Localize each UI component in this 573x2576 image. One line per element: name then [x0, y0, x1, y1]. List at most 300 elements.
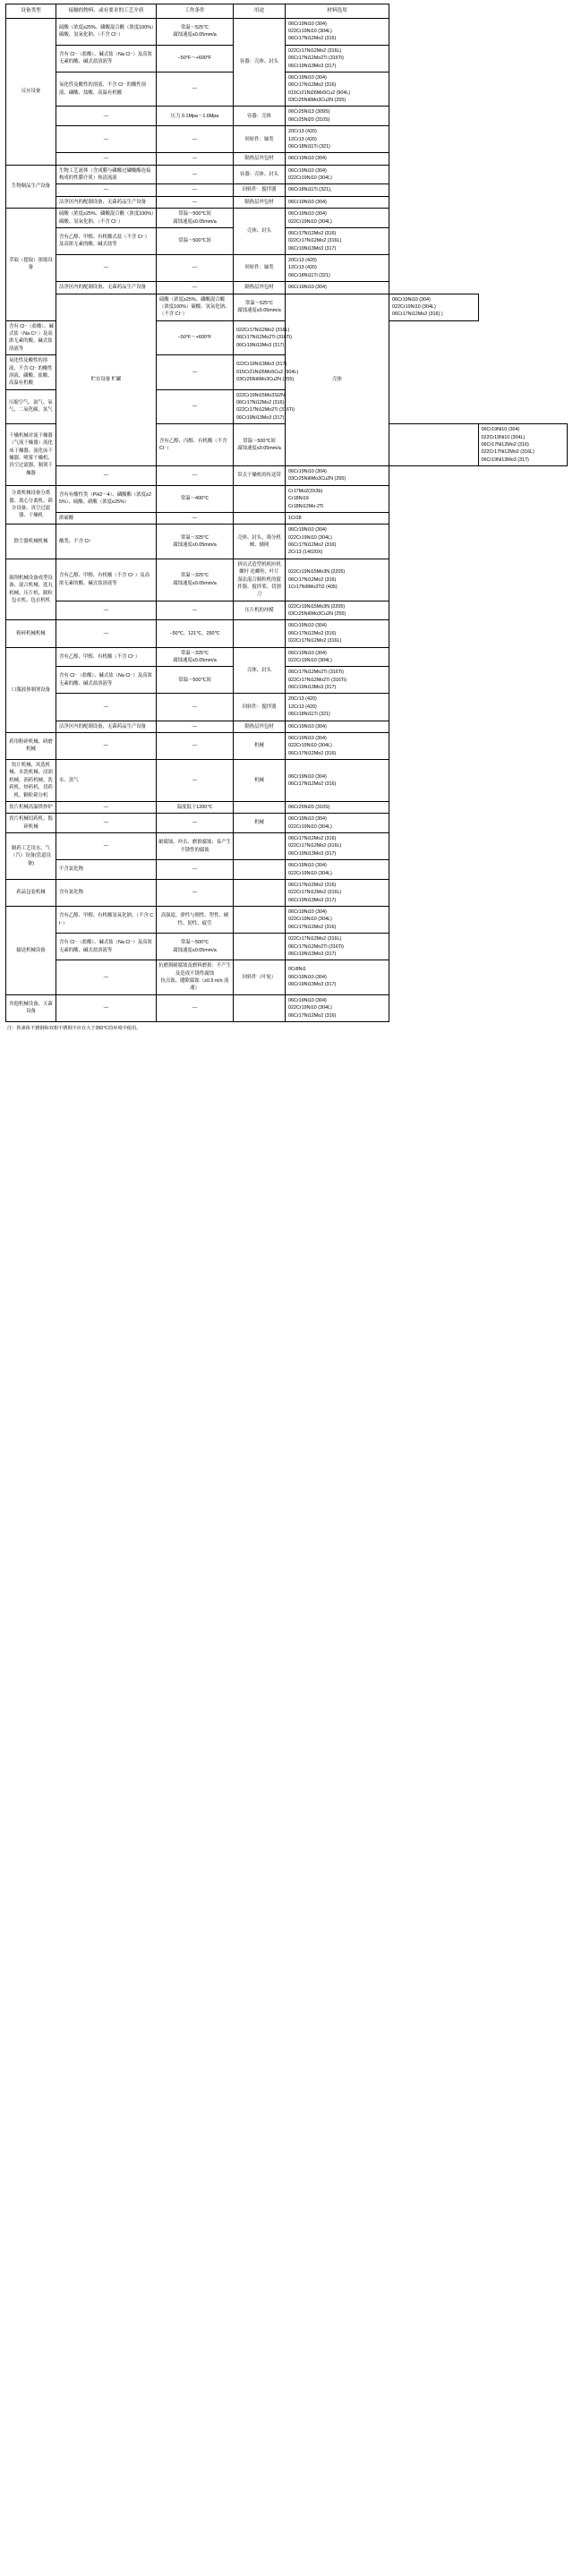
material-item: 022Cr17Ni12Mo2 (316L) — [288, 238, 342, 244]
equipment-type-cell: 除尘器机械机械 — [6, 525, 56, 559]
media-cell: 硫酸（浓度≥25%、磷酸混合酸（浓度100%）碳酸、氢氧化钠、（不含 Cl⁻） — [157, 294, 234, 320]
material-cell — [286, 760, 389, 802]
condition-cell: — — [157, 126, 234, 153]
material-cell — [286, 667, 389, 694]
material-item: 022Cr17Ni12Mo2 (316L) — [288, 890, 342, 896]
material-cell — [286, 620, 389, 647]
material-cell — [286, 18, 389, 45]
table-row — [6, 559, 568, 601]
material-item: 03Cr25Ni6Mo3Cu2N (255) — [288, 476, 346, 482]
material-item: 06Cr18Ni11Ti (321)， — [288, 187, 336, 193]
material-cell — [286, 227, 389, 254]
table-note: 注：铁素体不锈钢和双相不锈钢不应在大于350℃的环境中使用。 — [7, 1025, 141, 1031]
media-cell: 氧化性及酸性的溶液、不含 Cl⁻ 的酸性溶液、磷酸、盐酸、高温有机酸 — [6, 355, 56, 390]
material-item: 022Cr19Ni10 (304L) — [288, 823, 332, 830]
material-item: 06Cr19Ni10 (304) — [288, 211, 327, 218]
usage-cell: 壳体、封头 — [234, 209, 286, 255]
media-cell: 水、蒸气 — [56, 760, 157, 802]
material-item: 06Cr17Ni12Mo2 (316) — [288, 230, 337, 236]
material-item: 022Cr19Ni15Mo3Si2N — [236, 392, 285, 398]
material-item: 06Cr19Ni10 (304) — [288, 909, 327, 916]
material-item: 06Cr19Ni13Mo3 (317) — [288, 951, 337, 957]
table-row — [6, 485, 568, 512]
material-cell — [286, 694, 389, 721]
material-cell — [286, 209, 389, 228]
usage-cell: 容器：壳体 — [234, 107, 286, 126]
material-item: Cr17Mo2(3X3b) — [288, 488, 323, 494]
usage-cell — [234, 994, 286, 1021]
condition-cell: 常温～500℃ 腐蚀速度≤0.05mm/a — [157, 934, 234, 960]
condition-cell: — — [157, 72, 234, 107]
table-row — [6, 18, 568, 45]
material-cell — [286, 860, 389, 880]
material-item: 06Cr19Ni10 (304) — [288, 21, 327, 27]
material-item: 06Cr19Ni13Mo3 (317) — [236, 414, 285, 421]
material-item: Cr18Ni12Mo-2Ti — [288, 503, 324, 509]
media-cell: — — [56, 814, 157, 833]
material-item: 06Cr19Ni10 (304) — [288, 156, 327, 162]
media-cell: 含有 Cl⁻（盐酸）、碱式盐（Na Cl⁻）及高浓无素的酸、碱式盐溶液等 — [6, 320, 56, 355]
material-item: 06Cr25Ni20 (310S) — [288, 116, 330, 123]
material-cell — [234, 355, 299, 390]
usage-cell — [234, 485, 286, 512]
material-item: 20Cr13 (420) — [288, 696, 317, 703]
condition-cell: 常温～500℃间 — [157, 667, 234, 694]
condition-cell: — — [157, 601, 234, 620]
condition-cell: 常温～325℃ 腐蚀速度≤0.05mm/a — [157, 559, 234, 601]
material-item: 06Cr19Ni10 (304) — [392, 296, 431, 303]
material-item: 022Cr17Ni12Mo2 (316L) — [236, 327, 290, 333]
usage-cell: 回转件：搅拌器 — [234, 694, 286, 721]
column-header-1: 接触的物料、或有要求的工艺介质 — [56, 4, 157, 19]
material-cell — [286, 466, 389, 486]
condition-cell: −50°F～+600°F — [157, 320, 234, 355]
material-item: 06Cr17Ni12Mo2Ti (316Ti) — [288, 943, 344, 950]
material-item: 022Cr19Ni13Mo3 (317) — [236, 362, 287, 368]
material-cell — [286, 721, 389, 732]
material-item: 022Cr19Ni10 (304L) — [288, 534, 332, 541]
material-item: 06Cr19Ni10 (304) — [288, 74, 327, 81]
usage-cell: 容器：壳体、封头 — [234, 165, 286, 184]
media-cell: — — [56, 126, 157, 153]
usage-cell — [234, 801, 286, 813]
condition-cell: — — [157, 389, 234, 424]
condition-cell: 常温～525℃ 腐蚀速度≤0.05mm/a — [157, 18, 234, 45]
material-item: 06Cr19Ni13Mo3 (317) — [288, 63, 337, 69]
material-cell — [286, 45, 389, 72]
media-cell: — — [56, 107, 157, 126]
media-cell: 硫酸（浓度≥25%、磷酸混合酸（浓度100%）碳酸、氢氧化钠、（不含 Cl⁻） — [56, 18, 157, 45]
material-item: 12Cr13 (420) — [288, 704, 317, 710]
media-cell: 洁净区内的配制设备、无菌药品生产设备 — [56, 721, 157, 732]
material-item: 06Cr17Ni12Mo2 (316) — [288, 924, 337, 930]
table-row — [6, 760, 568, 802]
equipment-type-cell: 生物制品生产设备 — [6, 165, 56, 209]
media-cell: 不含氯化物 — [56, 860, 157, 880]
column-header-3: 用途 — [234, 4, 286, 19]
material-item: 06Cr17Ni12Mo2 (316) — [481, 441, 529, 448]
material-cell — [286, 165, 389, 184]
material-item: 06Cr19Ni10 (304) — [288, 974, 327, 980]
condition-cell: — — [157, 721, 234, 732]
equipment-type-cell: 药用粉碎机械、研磨机械 — [6, 732, 56, 759]
equipment-type-cell: 输送机械设备 — [6, 907, 56, 995]
material-item: 06Cr19Ni10 (304) — [288, 997, 327, 1003]
media-cell: — — [56, 153, 157, 165]
usage-cell — [234, 879, 286, 906]
header-row — [6, 4, 568, 19]
media-cell: 含有乙醇、甲醇、有机酸式盐（不含 Cl⁻）及高浓无素的酸、碱式盐等 — [56, 227, 157, 254]
usage-cell: 机械 — [234, 732, 286, 759]
equipment-type-cell: 分离机械设备分离器、离心分离机、筛分设备、真空过滤器、干燥机 — [6, 485, 56, 525]
media-cell: 压缩空气、氮气、氧气、二氧化碳、氢气 — [6, 389, 56, 424]
media-cell: 含有乙醇、丙醇、有机酸（不含 Cl⁻） — [157, 424, 234, 466]
material-item: 03Cr25Ni6Mo3Cu2N (255) — [236, 377, 295, 383]
material-item: 06Cr18Ni11Ti (321) — [288, 712, 330, 718]
table-row — [6, 647, 568, 667]
media-cell: 酸类、不含 Cl⁻ — [56, 525, 157, 559]
material-item: 06Cr19Ni13Mo3 (317) — [288, 245, 337, 252]
usage-cell — [234, 512, 286, 524]
column-header-2: 工作条件 — [157, 4, 234, 19]
material-item: 06Cr19Ni10 (304) — [288, 623, 327, 629]
usage-cell: 隔热层外包材 — [234, 282, 286, 294]
table-row — [6, 667, 568, 694]
material-item: 06Cr17Ni12Mo2 (316) — [288, 630, 337, 636]
media-cell: 浓硫酸 — [56, 512, 157, 524]
media-cell: 氧化性及酸性的溶液、不含 Cl⁻ 的酸性溶液、磷酸、盐酸、高温有机酸 — [56, 72, 157, 107]
condition-cell: — — [157, 282, 234, 294]
condition-cell: 温度低于1200℃ — [157, 801, 234, 813]
media-cell: — — [56, 694, 157, 721]
usage-cell — [389, 424, 479, 466]
table-row — [6, 801, 568, 813]
table-row — [6, 833, 568, 860]
document-sheet — [0, 0, 573, 1040]
media-cell: — — [56, 960, 157, 995]
condition-cell: 常温～325℃ 腐蚀速度≤0.05mm/a — [157, 525, 234, 559]
table-row — [6, 721, 568, 732]
material-item: 1Cr28 — [288, 515, 302, 521]
usage-cell — [234, 907, 286, 934]
material-item: 022Cr17Ni12Mo2Ti (316Ti) — [236, 407, 295, 414]
table-header — [6, 4, 568, 19]
material-item: 20Cr13 (420) — [288, 258, 317, 264]
table-row — [6, 466, 568, 486]
material-cell — [286, 559, 389, 601]
condition-cell: — — [157, 814, 234, 833]
material-item: 06Cr17Ni12Mo2 (316) — [288, 882, 337, 888]
usage-cell: 回转件：轴类 — [234, 126, 286, 153]
material-item: 06Cr19Ni13Mo3 (317) — [288, 982, 337, 988]
table-row — [6, 153, 568, 165]
material-item: 06Cr19Ni10 (304) — [288, 285, 327, 291]
usage-cell: 压片机的冲模 — [234, 601, 286, 620]
equipment-type-cell: 制药工艺用水、气（汽）设备(管道设备) — [6, 833, 56, 880]
material-item: 0Cr8Ni1 — [288, 967, 306, 973]
material-item: 022Cr19Ni10 (304L) — [288, 218, 332, 225]
table-row — [6, 209, 568, 228]
usage-cell: 回转件：搅拌器 — [234, 184, 286, 196]
material-cell — [286, 994, 389, 1021]
table-row — [6, 732, 568, 759]
usage-cell: 容器：壳体、封头 — [234, 18, 286, 107]
material-item: 03Cr25Ni6Mo3Cu2N (255) — [288, 611, 346, 618]
material-item: 12Cr13 (420) — [288, 265, 317, 271]
equipment-type-cell: 其他机械设备、天菌设备 — [6, 994, 56, 1021]
usage-cell — [234, 860, 286, 880]
media-cell: 含有乙醇、甲醇、有机酸氢氧化钠、（不含 Cl⁻） — [56, 907, 157, 934]
media-cell: 生物工艺流体（含成膜与磷酸过磷酸酯连接构成的性膜介质）和清流液 — [56, 165, 157, 184]
usage-cell: 隔热层外包材 — [234, 153, 286, 165]
material-item: 06Cr17Ni12Mo2 (316) — [288, 836, 337, 842]
equipment-type-cell: 制剂机械设备成型设备、混合机械、选丸机械、压片机、制粒包衣机、包衣机机 — [6, 559, 56, 620]
material-item: 06Cr19Ni10 (304) — [288, 527, 327, 533]
table-row — [6, 525, 568, 559]
material-item: 015Cr21Ni26Mo5Cu2 (904L) — [236, 369, 299, 375]
condition-cell: — — [157, 879, 234, 906]
material-item: 022Cr17Ni12Mo2 (316L) — [288, 843, 342, 849]
material-cell — [286, 934, 389, 960]
material-item: 1Cr17Ni9Mo3Ti2 (405) — [288, 584, 338, 590]
material-cell — [286, 960, 389, 995]
material-item: 06Cr17Ni12Mo2 (316) — [288, 36, 337, 42]
media-cell: — — [56, 833, 157, 860]
material-cell — [234, 389, 295, 424]
material-cell — [286, 833, 389, 860]
media-cell: — — [56, 732, 157, 759]
media-cell: — — [56, 466, 157, 486]
material-cell — [286, 601, 389, 620]
media-cell: 含有有酸性类（PH2～4）、磷酸酯（浓度≥25%）、硫酸、硝酸（浓度≤25%） — [56, 485, 157, 512]
material-item: 06Cr25Ni20 (310S) — [288, 804, 330, 810]
condition-cell: 压力 0.1Mpa～1.6Mpa — [157, 107, 234, 126]
condition-cell: −50℃，121℃，250℃ — [157, 620, 234, 647]
equipment-type-cell: 药品包装机械 — [6, 879, 56, 906]
equipment-type-cell: 饮片机械切药机、捣碎机械 — [6, 814, 56, 833]
material-item: 022Cr19Ni15Mo3N (2205) — [288, 569, 346, 576]
material-item: 06Cr19Ni10 (304) — [288, 773, 327, 780]
table-row — [6, 255, 568, 282]
media-cell: 洁净区内的配制设备、无菌药品生产设备 — [56, 282, 157, 294]
material-item: 06Cr19Ni13Mo3 (317) — [288, 850, 337, 857]
table-row — [6, 860, 568, 880]
material-item: 06Cr17Ni12Mo2 (316) ) — [392, 311, 443, 318]
condition-cell: — — [157, 760, 234, 802]
condition-cell: — — [157, 466, 234, 486]
usage-cell: 挤出式造型机机匣机 螺杆 连螺栓、叶片 湿法混合制粒机的搅拌器、搅拌桨、切割刀 — [234, 559, 286, 601]
material-cell — [286, 282, 389, 294]
material-selection-table — [5, 4, 568, 1022]
material-item: 022Cr17Ni12Mo2 (316L) — [288, 936, 342, 943]
table-row — [6, 45, 568, 72]
condition-cell: — — [157, 732, 234, 759]
condition-cell: 常温～400℃ — [157, 485, 234, 512]
material-item: 022Cr17Ni12Mo2 (316L) — [288, 638, 342, 644]
material-item: Cr18Ni19 — [288, 496, 309, 502]
material-item: 022Cr19Ni10 (304L) — [288, 657, 332, 663]
material-cell — [286, 525, 389, 559]
condition-cell: — — [157, 196, 234, 208]
media-cell: 含有 Cl⁻（盐酸）、碱式盐（Na Cl⁻）及高浓无素的酸、碱式盐溶液等 — [56, 934, 157, 960]
equipment-type-cell: 贮存设备 贮罐 — [56, 294, 157, 466]
usage-cell: 机械 — [234, 760, 286, 802]
table-row — [6, 294, 568, 320]
material-item: 06Cr17Ni12Mo2Ti (316Ti) — [288, 55, 344, 62]
material-item: 06Cr19Ni10 (304) — [288, 199, 327, 205]
column-header-0: 设备类型 — [6, 4, 56, 19]
material-item: 06Cr19Ni10 (304) — [288, 816, 327, 823]
material-cell — [286, 255, 389, 282]
material-cell — [286, 907, 389, 934]
material-item: 022Cr19Ni10 (304L) — [288, 743, 332, 749]
material-item: 06Cr17Ni12Mo2 (316) — [288, 750, 337, 756]
media-cell: — — [56, 620, 157, 647]
material-item: 06Cr17Ni12Mo2Ti (316Ti) — [288, 670, 344, 676]
usage-cell: 壳体、封头 — [234, 647, 286, 694]
material-item: 06Cr17Ni12Mo2 (316) — [236, 400, 285, 406]
material-item: 022Cr19Ni10 (304L) — [288, 870, 332, 876]
table-row — [6, 282, 568, 294]
material-item: 06Cr19Ni10 (304) — [288, 650, 327, 656]
material-item: 06Cr25Ni13 (309S) — [288, 109, 330, 115]
material-item: 06Cr17Ni12Mo2Ti (316Ti) — [236, 335, 292, 341]
media-cell: 洁净区内的配制设备、无菌药品生产设备 — [56, 196, 157, 208]
condition-cell: — — [157, 512, 234, 524]
material-item: 06Cr17Ni12Mo2 (316) — [288, 780, 337, 787]
usage-cell: 壳体、封头、筛分机械、辅网 — [234, 525, 286, 559]
material-item: 03Cr25Ni6Mo3Cu2N (255) — [288, 98, 346, 104]
material-item: 06Cr19Ni13Mo3 (317) — [288, 897, 337, 903]
usage-cell — [234, 620, 286, 647]
condition-cell: 常温～500℃间 腐蚀速度≤0.05mm/a — [234, 424, 286, 466]
equipment-type-cell: 口服液体制剂设备 — [6, 647, 56, 732]
material-cell — [286, 107, 389, 126]
material-item: 06Cr19Ni10 (304) — [481, 427, 520, 433]
material-cell — [478, 424, 568, 466]
media-cell: 硫酸（浓度≥25%、磷酸混合酸（浓度100%）碳酸、氢氧化钠、（不含 Cl⁻） — [56, 209, 157, 228]
material-cell — [286, 879, 389, 906]
condition-cell: 高强度、弹性与刚性、塑性、硬性、韧性、疲劳 — [157, 907, 234, 934]
material-cell — [286, 732, 389, 759]
material-item: 022Cr19Ni15Mo3N (2205) — [288, 603, 346, 610]
table-body — [6, 18, 568, 1021]
table-row — [6, 934, 568, 960]
material-item: 06Cr18Ni11Ti (321) — [288, 272, 330, 278]
condition-cell: 常温～325℃ 腐蚀速度≤0.05mm/a — [157, 647, 234, 667]
condition-cell: — — [157, 994, 234, 1021]
material-item: 022Cr19Ni10 (304L) — [288, 1005, 332, 1011]
table-row — [6, 165, 568, 184]
equipment-type-cell: 饮片机械、风选机械、水洗机械、浸润机械、润药机械、洗药机、炒药机、切药机、颗粒筛分机 — [6, 760, 56, 802]
material-item: 022Cr19Ni10 (304L) — [288, 175, 332, 182]
material-item: 06Cr19Ni10 (304) — [288, 167, 327, 174]
usage-cell — [234, 833, 286, 860]
table-row — [6, 72, 568, 107]
table-row — [6, 879, 568, 906]
equipment-type-cell: 萃取（提取）浓缩设备 — [6, 209, 56, 321]
material-item: 022Cr19Ni10 (304L) — [392, 303, 436, 310]
condition-cell: — — [157, 184, 234, 196]
usage-cell: 壳体 — [286, 294, 389, 466]
material-item: 06Cr17Ni12Mo2 (316) — [288, 576, 337, 583]
equipment-type-cell: 粉碎机械机械 — [6, 620, 56, 647]
material-item: 022Cr19Ni10 (304L) — [481, 434, 526, 440]
material-item: 06Cr19Ni13Mo3 (317) — [236, 342, 285, 348]
material-cell — [286, 72, 389, 107]
media-cell: — — [56, 994, 157, 1021]
table-row — [6, 601, 568, 620]
column-header-4: 材料选用 — [286, 4, 389, 19]
material-item: 06Cr19Ni10 (304) — [288, 863, 327, 869]
table-row — [6, 907, 568, 934]
material-cell — [286, 126, 389, 153]
table-row — [6, 184, 568, 196]
table-row — [6, 107, 568, 126]
material-cell — [286, 485, 389, 512]
media-cell: — — [56, 255, 157, 282]
table-row — [6, 814, 568, 833]
equipment-type-cell: 反应设备 — [6, 18, 56, 165]
usage-cell: 隔热层外包材 — [234, 196, 286, 208]
condition-cell: — — [157, 355, 234, 390]
condition-cell: 常温～500℃间 — [157, 227, 234, 254]
material-item: 12Cr13 (420) — [288, 136, 317, 142]
condition-cell: 常温～525℃ 腐蚀速度≤0.05mm/a — [234, 294, 286, 320]
material-item: 06Cr19Ni10 (304) — [288, 723, 327, 729]
material-item: 022Cr19Ni10 (304L) — [288, 917, 332, 923]
equipment-type-cell: 干燥机械对流干燥器（气流干燥器）流化床干燥器、流化床干燥器、喷雾干燥机、真空过滤器、制剂干燥器 — [6, 424, 56, 486]
usage-cell — [234, 934, 286, 960]
media-cell: 含有氯化物 — [56, 879, 157, 906]
material-cell — [286, 196, 389, 208]
media-cell: 含有 Cl⁻（盐酸）、碱式盐（Na Cl⁻）及高浓无素的酸、碱式盐溶液等 — [56, 667, 157, 694]
material-item: 06Cr17Ni12Mo2 (316) — [288, 82, 337, 89]
equipment-type-cell: 饮片机械高温烘炒炉 — [6, 801, 56, 813]
table-row — [6, 694, 568, 721]
condition-cell: — — [157, 860, 234, 880]
condition-cell: — — [157, 255, 234, 282]
material-cell — [389, 294, 479, 320]
condition-cell: −50°F～+600°F — [157, 45, 234, 72]
condition-cell: — — [157, 694, 234, 721]
media-cell: 含有乙醇、甲醇、有机酸（不含 Cl⁻） — [56, 647, 157, 667]
usage-cell: 回转件：轴类 — [234, 255, 286, 282]
usage-cell: 隔热层外包材 — [234, 721, 286, 732]
material-item: 022Cr17Ni12Mo2 (316L) — [481, 449, 535, 456]
material-item: 022Cr17Ni12Mo2Ti (316Ti) — [288, 677, 346, 683]
usage-cell: 带式干燥机的传送带 — [234, 466, 286, 486]
material-item: 06Cr17Ni12Mo2 (316) — [288, 1012, 337, 1019]
material-cell — [286, 153, 389, 165]
material-item: 2Cr13 (14020X) — [288, 550, 323, 556]
material-item: 015Cr21Ni26Mo5Cu2 (904L) — [288, 90, 351, 96]
material-cell — [286, 184, 389, 196]
usage-cell: 机械 — [234, 814, 286, 833]
media-cell: 含有 Cl⁻（盐酸）、碱式盐（Na Cl⁻）及高浓无素的酸、碱式盐溶液等 — [56, 45, 157, 72]
material-item: 06Cr17Ni12Mo2 (316) — [288, 542, 337, 549]
material-cell — [286, 814, 389, 833]
material-item: 06Cr19Ni10 (304) — [288, 735, 327, 741]
media-cell: — — [56, 184, 157, 196]
condition-cell: — — [157, 165, 234, 184]
material-item: 022Cr17Ni12Mo2 (316L) — [288, 47, 342, 54]
condition-cell: 耐腐蚀、冲击、磨损腐蚀；易产生不锈性的腐蚀 — [157, 833, 234, 860]
table-row — [6, 512, 568, 524]
media-cell: 含有乙醇、甲醇、有机酸（不含 Cl⁻）及高浓无素的酸、碱式盐溶液等 — [56, 559, 157, 601]
table-row — [6, 196, 568, 208]
material-item: 06Cr18Ni11Ti (321) — [288, 143, 330, 149]
